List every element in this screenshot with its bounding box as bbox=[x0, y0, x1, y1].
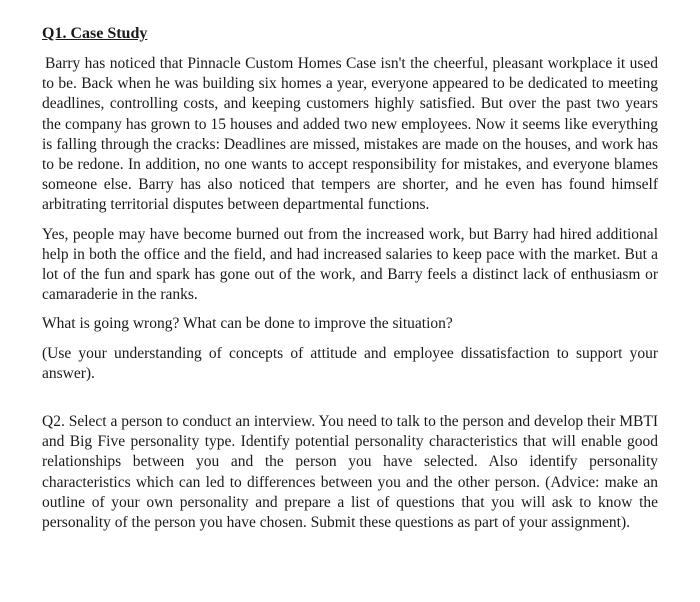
document-page bbox=[42, 24, 658, 542]
q1-question: What is going wrong? What can be done to improve the situation? bbox=[42, 315, 453, 333]
q2-paragraph: Q2. Select a person to conduct an interview. You need to talk to the person and develop their MBTI and Big Five personality type. Identify potential personality characteristics that will enable good relationships between you and the person you have selected. Also identify personality characteristics which can led to differences between you and the other person. (Advice: make an outline of your own personality and prepare a list of questions that you will ask to know the personality of the person you have chosen. Submit these questions as part of your assignment). bbox=[42, 413, 658, 532]
q1-paragraph-1: Barry has noticed that Pinnacle Custom Homes Case isn't the cheerful, pleasant workplace it used to be. Back when he was building six homes a year, everyone appeared to be dedicated to meeting deadlines, controlling costs, and keeping customers highly satisfied. But over the past two years the company has grown to 15 houses and added two new employees. Now it seems like everything is falling through the cracks: Deadlines are missed, mistakes are made on the houses, and work has to be redone. In addition, no one wants to accept responsibility for mistakes, and everyone blames someone else. Barry has also noticed that tempers are shorter, and he even has found himself arbitrating territorial disputes between departmental functions. bbox=[42, 55, 658, 214]
q1-instructions: (Use your understanding of concepts of attitude and employee dissatisfaction to support your answer). bbox=[42, 344, 658, 382]
q1-heading: Q1. Case Study bbox=[42, 25, 148, 42]
q1-paragraph-2: Yes, people may have become burned out from the increased work, but Barry had hired additional help in both the office and the field, and had increased salaries to keep pace with the market. But a lot of the fun and spark has gone out of the work, and Barry feels a distinct lack of enthusiasm or camaraderie in the ranks. bbox=[42, 225, 658, 304]
